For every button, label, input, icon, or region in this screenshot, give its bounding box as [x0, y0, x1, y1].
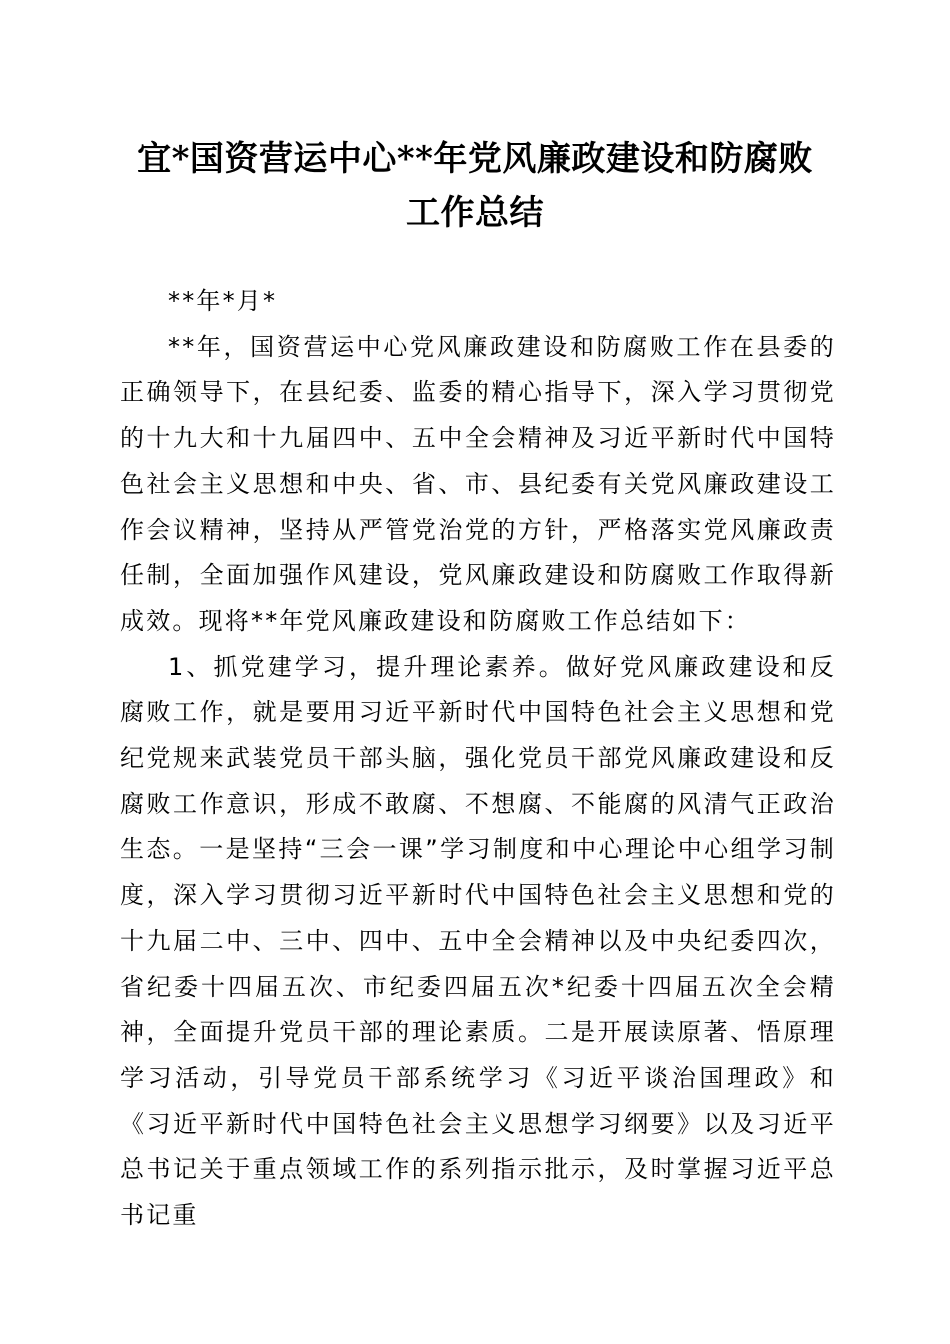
- document-body: [120, 279, 836, 1239]
- title-line-2: 工作总结: [406, 193, 544, 233]
- title-line-1: 宜*国资营运中心**年党风廉政建设和防腐败: [137, 139, 813, 179]
- document-title: [60, 132, 890, 240]
- paragraph-section-1: 1、抓党建学习，提升理论素养。做好党风廉政建设和反腐败工作，就是要用习近平新时代中国特色社会主义思想和党纪党规来武装党员干部头脑，强化党员干部党风廉政建设和反腐败工作意识，形成不敢腐、不想腐、不能腐的风清气正政治生态。一是坚持“三会一课”学习制度和中心理论中心组学习制度，深入学习贯彻习近平新时代中国特色社会主义思想和党的十九届二中、三中、四中、五中全会精神以及中央纪委四次，省纪委十四届五次、市纪委四届五次*纪委十四届五次全会精神，全面提升党员干部的理论素质。二是开展读原著、悟原理学习活动，引导党员干部系统学习《习近平谈治国理政》和《习近平新时代中国特色社会主义思想学习纲要》以及习近平总书记关于重点领域工作的系列指示批示，及时掌握习近平总书记重: [120, 652, 836, 1230]
- paragraph-intro: **年，国资营运中心党风廉政建设和防腐败工作在县委的正确领导下，在县纪委、监委的精心指导下，深入学习贯彻党的十九大和十九届四中、五中全会精神及习近平新时代中国特色社会主义思想和中央、省、市、县纪委有关党风廉政建设工作会议精神，坚持从严管党治党的方针，严格落实党风廉政责任制，全面加强作风建设，党风廉政建设和防腐败工作取得新成效。现将**年党风廉政建设和防腐败工作总结如下：: [120, 332, 836, 635]
- document-date: **年*月*: [168, 287, 278, 315]
